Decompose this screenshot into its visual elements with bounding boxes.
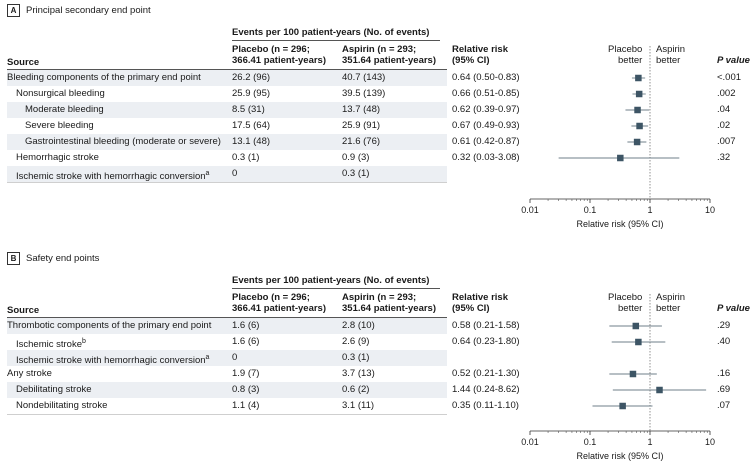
aspirin-value: 0.6 (2) <box>342 384 370 395</box>
panel-title: Safety end points <box>26 253 100 264</box>
relative-risk-value: 0.61 (0.42-0.87) <box>452 136 520 147</box>
panel-letter: B <box>7 252 20 265</box>
source-header: Source <box>7 57 40 68</box>
aspirin-value: 0.9 (3) <box>342 152 370 163</box>
footnote-marker: b <box>82 338 86 345</box>
placebo-value: 8.5 (31) <box>232 104 265 115</box>
aspirin-value: 3.1 (11) <box>342 400 375 411</box>
point-estimate-marker <box>634 107 641 114</box>
placebo-value: 0 <box>232 168 238 179</box>
aspirin-value: 40.7 (143) <box>342 72 386 83</box>
placebo-header-line1: Placebo (n = 296; <box>232 44 310 55</box>
p-value: <.001 <box>717 72 742 83</box>
placebo-value: 0.3 (1) <box>232 152 260 163</box>
point-estimate-marker <box>617 155 624 162</box>
placebo-better-line2: better <box>618 55 643 66</box>
aspirin-better-line2: better <box>656 55 681 66</box>
placebo-value: 25.9 (95) <box>232 88 271 99</box>
x-tick-label: 0.1 <box>583 437 597 447</box>
events-header: Events per 100 patient-years (No. of events) <box>232 275 430 286</box>
aspirin-better-line2: better <box>656 303 681 314</box>
aspirin-value: 39.5 (139) <box>342 88 386 99</box>
source-text: Ischemic stroke with hemorrhagic conversion <box>16 171 206 183</box>
point-estimate-marker <box>656 387 663 394</box>
x-tick-label: 0.01 <box>521 205 539 215</box>
point-estimate-marker <box>635 75 642 82</box>
p-value: .007 <box>717 136 736 147</box>
p-value: .29 <box>717 320 731 331</box>
p-value: .16 <box>717 368 731 379</box>
x-tick-label: 1 <box>647 205 653 215</box>
forest-plot <box>0 0 753 229</box>
source-text: Bleeding components of the primary end point <box>7 72 201 83</box>
placebo-value: 17.5 (64) <box>232 120 271 131</box>
aspirin-value: 2.8 (10) <box>342 320 375 331</box>
point-estimate-marker <box>619 403 626 410</box>
source-text: Ischemic stroke <box>16 339 82 351</box>
footnote-marker: a <box>205 170 210 177</box>
placebo-header-line2: 366.41 patient-years) <box>232 55 326 66</box>
placebo-better-line1: Placebo <box>608 44 643 55</box>
panel-a <box>0 0 753 229</box>
source-text: Any stroke <box>7 368 52 379</box>
point-estimate-marker <box>633 323 640 330</box>
point-estimate-marker <box>636 123 643 130</box>
p-value: .32 <box>717 152 731 163</box>
aspirin-value: 0.3 (1) <box>342 352 370 363</box>
footnote-marker: a <box>205 354 210 361</box>
x-tick-label: 1 <box>647 437 653 447</box>
rr-header-line1: Relative risk <box>452 44 508 55</box>
aspirin-value: 13.7 (48) <box>342 104 381 115</box>
rr-header-line2: (95% CI) <box>452 303 490 314</box>
x-axis-label: Relative risk (95% CI) <box>576 219 664 229</box>
source-text: Ischemic stroke with hemorrhagic conversion <box>16 355 206 367</box>
source-text: Moderate bleeding <box>25 104 104 115</box>
aspirin-value: 3.7 (13) <box>342 368 375 379</box>
p-value: .02 <box>717 120 731 131</box>
source-text: Nondebilitating stroke <box>16 400 108 411</box>
x-tick-label: 10 <box>704 437 716 447</box>
source-text: Gastrointestinal bleeding (moderate or severe) <box>25 136 221 147</box>
p-value: .69 <box>717 384 731 395</box>
placebo-value: 1.6 (6) <box>232 336 260 347</box>
aspirin-value: 2.6 (9) <box>342 336 370 347</box>
relative-risk-value: 0.58 (0.21-1.58) <box>452 320 520 331</box>
placebo-value: 0.8 (3) <box>232 384 260 395</box>
source-text: Thrombotic components of the primary end point <box>7 320 212 331</box>
placebo-value: 1.6 (6) <box>232 320 260 331</box>
point-estimate-marker <box>636 91 643 98</box>
aspirin-header-line1: Aspirin (n = 293; <box>342 292 417 303</box>
relative-risk-value: 0.66 (0.51-0.85) <box>452 88 520 99</box>
x-tick-label: 0.1 <box>583 205 597 215</box>
x-tick-label: 0.01 <box>521 437 539 447</box>
aspirin-value: 21.6 (76) <box>342 136 381 147</box>
x-axis-label: Relative risk (95% CI) <box>576 451 664 461</box>
aspirin-header-line2: 351.64 patient-years) <box>342 55 436 66</box>
aspirin-value: 25.9 (91) <box>342 120 381 131</box>
panel-letter: A <box>7 4 20 17</box>
relative-risk-value: 0.67 (0.49-0.93) <box>452 120 520 131</box>
placebo-better-line1: Placebo <box>608 292 643 303</box>
panel-b <box>0 248 753 462</box>
events-header: Events per 100 patient-years (No. of events) <box>232 27 430 38</box>
placebo-header-line1: Placebo (n = 296; <box>232 292 310 303</box>
p-value: .40 <box>717 336 731 347</box>
point-estimate-marker <box>634 139 641 146</box>
source-text: Hemorrhagic stroke <box>16 152 99 163</box>
relative-risk-value: 0.52 (0.21-1.30) <box>452 368 520 379</box>
source-text: Debilitating stroke <box>16 384 92 395</box>
relative-risk-value: 0.64 (0.23-1.80) <box>452 336 520 347</box>
placebo-value: 1.9 (7) <box>232 368 260 379</box>
placebo-value: 0 <box>232 352 238 363</box>
rr-header-line1: Relative risk <box>452 292 508 303</box>
source-text: Nonsurgical bleeding <box>16 88 105 99</box>
p-value: .04 <box>717 104 731 115</box>
p-value-header: P value <box>717 55 750 66</box>
source-text: Severe bleeding <box>25 120 94 131</box>
rr-header-line2: (95% CI) <box>452 55 490 66</box>
p-value-header: P value <box>717 303 750 314</box>
aspirin-value: 0.3 (1) <box>342 168 370 179</box>
placebo-value: 1.1 (4) <box>232 400 260 411</box>
relative-risk-value: 0.62 (0.39-0.97) <box>452 104 520 115</box>
aspirin-better-line1: Aspirin <box>656 292 686 303</box>
point-estimate-marker <box>635 339 642 346</box>
relative-risk-value: 0.64 (0.50-0.83) <box>452 72 520 83</box>
placebo-value: 26.2 (96) <box>232 72 271 83</box>
x-tick-label: 10 <box>704 205 716 215</box>
placebo-better-line2: better <box>618 303 643 314</box>
relative-risk-value: 0.35 (0.11-1.10) <box>452 400 519 411</box>
p-value: .002 <box>717 88 736 99</box>
point-estimate-marker <box>630 371 637 378</box>
relative-risk-value: 0.32 (0.03-3.08) <box>452 152 520 163</box>
placebo-value: 13.1 (48) <box>232 136 271 147</box>
p-value: .07 <box>717 400 731 411</box>
aspirin-better-line1: Aspirin <box>656 44 686 55</box>
panel-title: Principal secondary end point <box>26 5 151 16</box>
aspirin-header-line1: Aspirin (n = 293; <box>342 44 417 55</box>
relative-risk-value: 1.44 (0.24-8.62) <box>452 384 520 395</box>
source-header: Source <box>7 305 40 316</box>
aspirin-header-line2: 351.64 patient-years) <box>342 303 436 314</box>
placebo-header-line2: 366.41 patient-years) <box>232 303 326 314</box>
forest-plot <box>0 248 753 462</box>
